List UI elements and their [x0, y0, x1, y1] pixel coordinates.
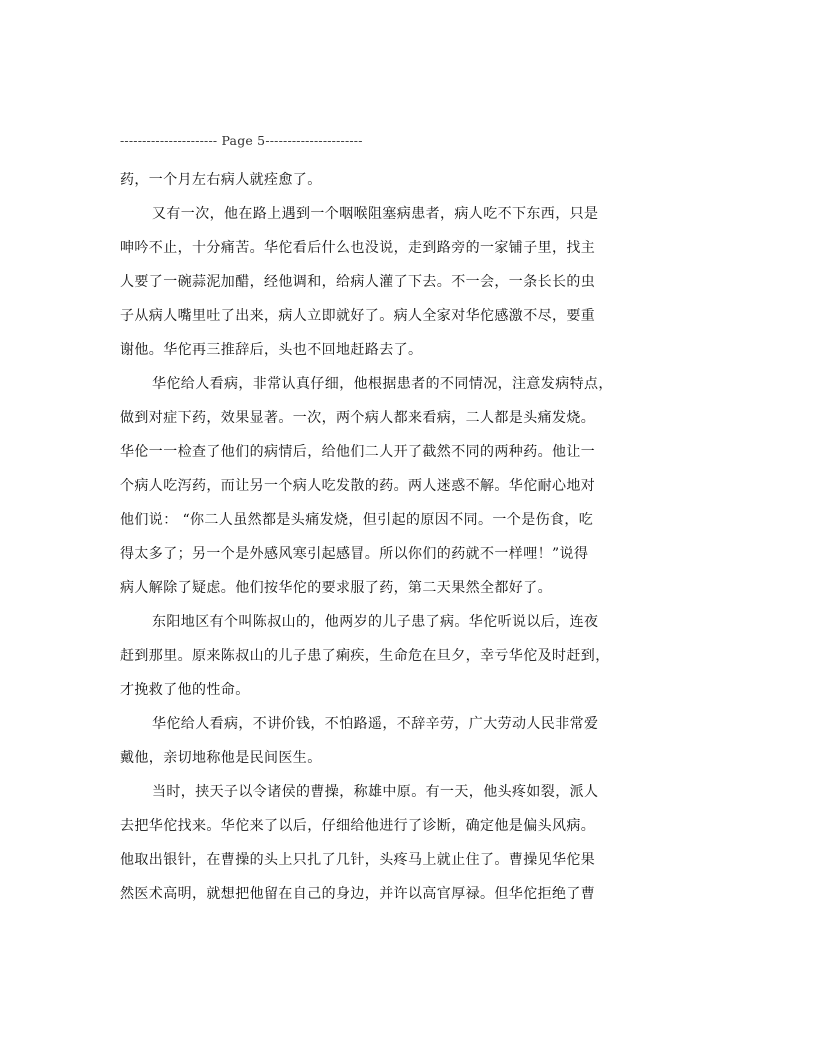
text-line: 他取出银针，在曹操的头上只扎了几针，头疼马上就止住了。曹操见华佗果 — [120, 852, 596, 868]
text-line: 去把华佗找来。华佗来了以后，仔细给他进行了诊断，确定他是偏头风病。 — [120, 818, 596, 834]
text-line: 华伦一一检查了他们的病情后，给他们二人开了截然不同的两种药。他让一 — [120, 444, 596, 460]
text-line: 做到对症下药，效果显著。一次，两个病人都来看病，二人都是头痛发烧。 — [120, 410, 596, 426]
paragraph-start-line: 东阳地区有个叫陈叔山的，他两岁的儿子患了病。华佗听说以后，连夜 — [152, 614, 599, 630]
text-line: 人要了一碗蒜泥加醋，经他调和，给病人灌了下去。不一会，一条长长的虫 — [120, 274, 596, 290]
text-line: 个病人吃泻药，而让另一个病人吃发散的药。两人迷惑不解。华佗耐心地对 — [120, 478, 596, 494]
paragraph-start-line: 当时，挟天子以令诸侯的曹操，称雄中原。有一天，他头疼如裂，派人 — [152, 784, 599, 800]
text-line: 谢他。华佗再三推辞后，头也不回地赶路去了。 — [120, 342, 423, 358]
text-line: 得太多了；另一个是外感风寒引起感冒。所以你们的药就不一样哩！”说得 — [120, 546, 589, 562]
text-line: 子从病人嘴里吐了出来，病人立即就好了。病人全家对华佗感激不尽，要重 — [120, 308, 596, 324]
page-marker: ---------------------- Page 5---------------------- — [120, 133, 363, 148]
text-line: 药，一个月左右病人就痊愈了。 — [120, 172, 322, 188]
text-line: 呻吟不止，十分痛苦。华佗看后什么也没说，走到路旁的一家铺子里，找主 — [120, 240, 596, 256]
paragraph-start-line: 华佗给人看病，不讲价钱，不怕路遥，不辞辛劳，广大劳动人民非常爱 — [152, 716, 599, 732]
paragraph-start-line: 又有一次，他在路上遇到一个咽喉阻塞病患者，病人吃不下东西，只是 — [152, 206, 599, 222]
text-line: 他们说： “你二人虽然都是头痛发烧，但引起的原因不同。一个是伤食，吃 — [120, 512, 594, 528]
text-line: 才挽救了他的性命。 — [120, 682, 250, 698]
text-line: 戴他，亲切地称他是民间医生。 — [120, 750, 322, 766]
text-line: 然医术高明，就想把他留在自己的身边，并许以高官厚禄。但华佗拒绝了曹 — [120, 886, 596, 902]
paragraph-start-line: 华佗给人看病，非常认真仔细，他根据患者的不同情况，注意发病特点， — [152, 376, 613, 392]
text-line: 病人解除了疑虑。他们按华佗的要求服了药，第二天果然全都好了。 — [120, 580, 552, 596]
text-line: 赶到那里。原来陈叔山的儿子患了痢疾，生命危在旦夕，幸亏华佗及时赶到， — [120, 648, 610, 664]
